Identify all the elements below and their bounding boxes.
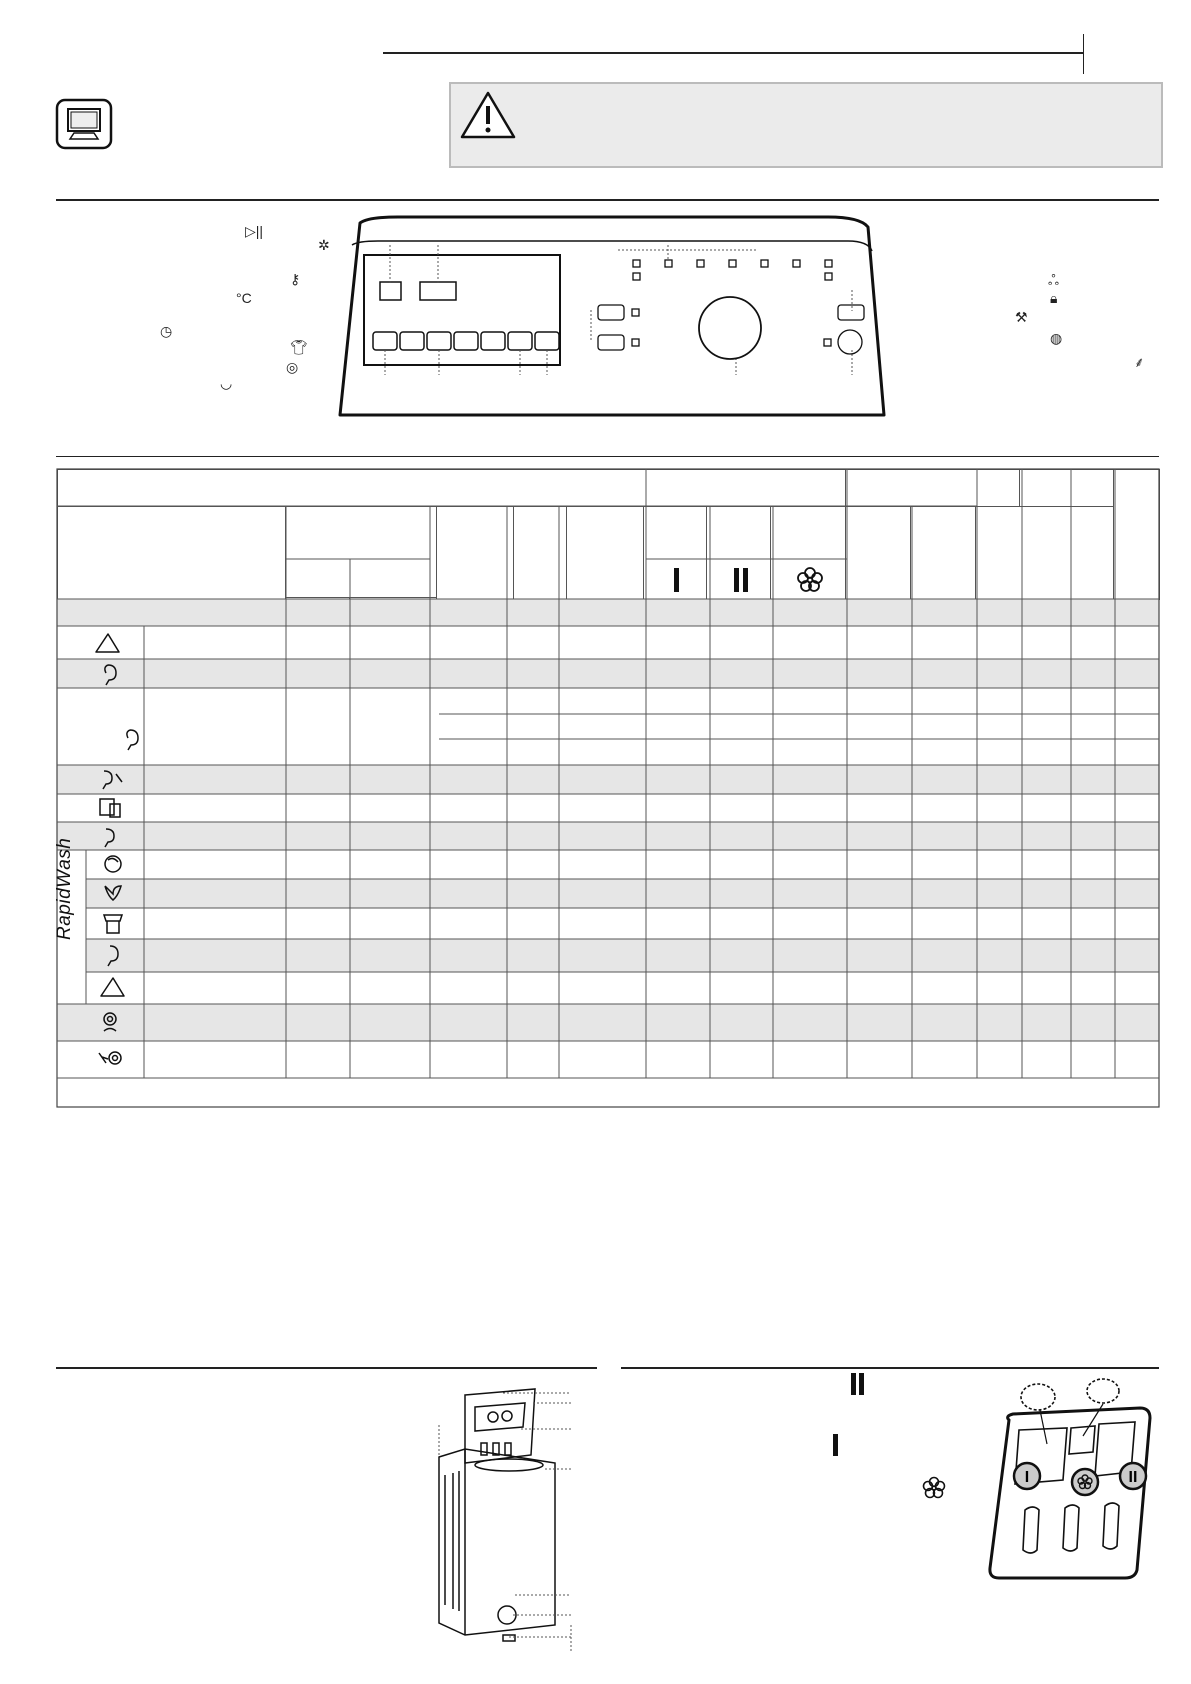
compartment-ii-mark [851, 1373, 865, 1395]
key-lock-icon: ⚷ [290, 271, 301, 287]
tub-icon: ◡ [220, 375, 233, 391]
control-panel [338, 215, 888, 418]
section-rule-bottom-left [56, 1367, 597, 1369]
temperature-icon: °C [236, 290, 252, 306]
detergent-drawer-illustration [985, 1380, 1160, 1580]
section-rule-mid [56, 456, 1159, 457]
flower-icon [798, 568, 822, 591]
section-rule-top [56, 199, 1159, 201]
flower-icon [922, 1476, 946, 1500]
spin-icon: ◎ [286, 359, 299, 375]
play-pause-icon: ▷|| [245, 223, 264, 239]
bubbles-icon: ஃ [1048, 272, 1059, 288]
lock-icon: 🔒︎ [1050, 290, 1058, 306]
header-rule [383, 52, 1083, 54]
clock-icon: ◷ [160, 323, 173, 339]
wrench-icon: ⚒︎ [1015, 309, 1028, 325]
programme-table-grid [56, 468, 1160, 1108]
drawer-label-i: I [1024, 1469, 1030, 1486]
washing-machine-illustration [435, 1385, 575, 1655]
section-rule-bottom-right [621, 1367, 1159, 1369]
compartment-i-mark [833, 1434, 838, 1456]
shirt-icon: 👕︎ [290, 339, 308, 355]
drawer-label-ii: II [1128, 1469, 1138, 1486]
dots-icon: ◍ [1050, 330, 1063, 346]
rapid-wash-label: RapidWash [54, 837, 75, 940]
warning-triangle-icon [459, 90, 517, 140]
hand-wash-icon: ⸙ [1134, 354, 1145, 370]
rinse-hold-icon: ✲ [318, 237, 330, 253]
warning-box [449, 82, 1163, 168]
header-tick [1083, 34, 1084, 74]
monitor-icon [56, 99, 112, 149]
